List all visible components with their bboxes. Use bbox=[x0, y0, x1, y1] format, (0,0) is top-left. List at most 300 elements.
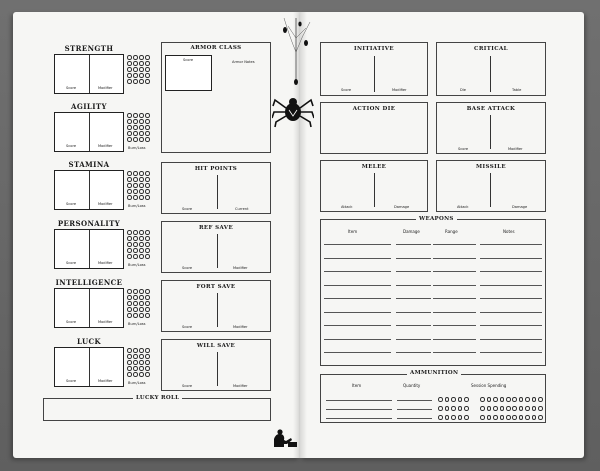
burn-circle[interactable] bbox=[127, 307, 132, 312]
ammo-circle[interactable] bbox=[512, 406, 517, 411]
missile-title: MISSILE bbox=[476, 164, 506, 170]
burn-circle[interactable] bbox=[139, 137, 144, 142]
burn-circle[interactable] bbox=[145, 248, 150, 253]
ammo-spending-tracker[interactable] bbox=[438, 406, 469, 411]
burn-circle[interactable] bbox=[139, 348, 144, 353]
ammo-entry-line[interactable] bbox=[397, 400, 432, 401]
weapon-entry-line[interactable] bbox=[433, 298, 476, 299]
burn-circle[interactable] bbox=[145, 125, 150, 130]
burn-circle[interactable] bbox=[139, 119, 144, 124]
armor-notes-label: Armor Notes bbox=[232, 60, 255, 64]
weapon-entry-line[interactable] bbox=[480, 339, 542, 340]
ammunition-col-quantity: Quantity bbox=[403, 383, 421, 388]
melee-divider bbox=[374, 173, 375, 207]
ammo-circle[interactable] bbox=[438, 397, 443, 402]
ammo-circle[interactable] bbox=[506, 406, 511, 411]
weapon-entry-line[interactable] bbox=[396, 244, 431, 245]
critical-table-label: Table bbox=[512, 88, 522, 92]
burn-circle[interactable] bbox=[145, 289, 150, 294]
ammo-circle[interactable] bbox=[500, 397, 505, 402]
burn-circle[interactable] bbox=[145, 61, 150, 66]
weapon-entry-line[interactable] bbox=[396, 339, 431, 340]
ability-divider bbox=[89, 230, 90, 268]
burn-circle[interactable] bbox=[127, 254, 132, 259]
weapon-entry-line[interactable] bbox=[433, 312, 476, 313]
melee-attack-label: Attack bbox=[341, 205, 353, 209]
burn-circle[interactable] bbox=[139, 354, 144, 359]
ammo-circle[interactable] bbox=[500, 415, 505, 420]
spider-icon bbox=[272, 92, 314, 128]
burn-loss-tracker[interactable] bbox=[127, 113, 150, 142]
ammo-circle[interactable] bbox=[525, 415, 530, 420]
ammo-circle[interactable] bbox=[438, 406, 443, 411]
ammo-entry-line[interactable] bbox=[397, 409, 432, 410]
initiative-score-label: Score bbox=[341, 88, 352, 92]
ammo-circle[interactable] bbox=[512, 397, 517, 402]
weapon-entry-line[interactable] bbox=[433, 271, 476, 272]
burn-loss-tracker[interactable] bbox=[127, 348, 150, 377]
ability-modifier-label: Modifier bbox=[98, 320, 113, 324]
ammo-circle[interactable] bbox=[445, 397, 450, 402]
ammo-spending-tracker[interactable] bbox=[480, 415, 511, 420]
burn-circle[interactable] bbox=[145, 55, 150, 60]
ability-title: INTELLIGENCE bbox=[55, 278, 123, 287]
burn-circle[interactable] bbox=[127, 348, 132, 353]
burn-circle[interactable] bbox=[139, 242, 144, 247]
burn-circle[interactable] bbox=[133, 177, 138, 182]
ammo-circle[interactable] bbox=[538, 406, 543, 411]
missile-damage-label: Damage bbox=[512, 205, 528, 209]
armor-class-score-label: Score bbox=[183, 58, 194, 62]
ammo-circle[interactable] bbox=[487, 397, 492, 402]
burn-circle[interactable] bbox=[133, 360, 138, 365]
burn-circle[interactable] bbox=[145, 73, 150, 78]
ammo-circle[interactable] bbox=[525, 406, 530, 411]
spider-thread-icon bbox=[276, 18, 316, 88]
burn-circle[interactable] bbox=[133, 137, 138, 142]
ability-modifier-label: Modifier bbox=[98, 261, 113, 265]
burn-circle[interactable] bbox=[133, 67, 138, 72]
burn-loss-tracker[interactable] bbox=[127, 230, 150, 259]
ability-title: AGILITY bbox=[71, 102, 107, 111]
burn-circle[interactable] bbox=[145, 348, 150, 353]
ability-divider bbox=[89, 171, 90, 209]
ability-score-label: Score bbox=[66, 86, 77, 90]
ammo-circle[interactable] bbox=[464, 397, 469, 402]
weapons-table bbox=[320, 219, 546, 366]
critical-title: CRITICAL bbox=[474, 46, 508, 52]
ammo-circle[interactable] bbox=[519, 406, 524, 411]
ammo-circle[interactable] bbox=[532, 406, 537, 411]
burn-circle[interactable] bbox=[139, 289, 144, 294]
burn-circle[interactable] bbox=[127, 242, 132, 247]
weapon-entry-line[interactable] bbox=[324, 325, 391, 326]
ammo-circle[interactable] bbox=[493, 415, 498, 420]
ability-divider bbox=[89, 55, 90, 93]
burn-circle[interactable] bbox=[139, 113, 144, 118]
burn-circle[interactable] bbox=[139, 236, 144, 241]
ability-title: STRENGTH bbox=[64, 44, 114, 53]
ammo-spending-tracker[interactable] bbox=[512, 406, 543, 411]
armor-class-title: ARMOR CLASS bbox=[190, 45, 242, 51]
burn-circle[interactable] bbox=[133, 254, 138, 259]
burn-circle[interactable] bbox=[145, 113, 150, 118]
burn-circle[interactable] bbox=[145, 313, 150, 318]
burn-circle[interactable] bbox=[127, 113, 132, 118]
ref-save-divider bbox=[217, 234, 218, 268]
ability-burn-label: Burn/Loss bbox=[128, 263, 146, 267]
burn-circle[interactable] bbox=[127, 301, 132, 306]
burn-circle[interactable] bbox=[127, 73, 132, 78]
ability-score-label: Score bbox=[66, 202, 77, 206]
burn-circle[interactable] bbox=[145, 236, 150, 241]
burn-circle[interactable] bbox=[133, 61, 138, 66]
burn-circle[interactable] bbox=[139, 189, 144, 194]
burn-circle[interactable] bbox=[139, 307, 144, 312]
burn-circle[interactable] bbox=[133, 119, 138, 124]
burn-circle[interactable] bbox=[139, 73, 144, 78]
ability-modifier-label: Modifier bbox=[98, 144, 113, 148]
ammo-circle[interactable] bbox=[525, 397, 530, 402]
ammo-entry-line[interactable] bbox=[326, 418, 392, 419]
base-attack-title: BASE ATTACK bbox=[466, 106, 516, 112]
ability-title: LUCK bbox=[77, 337, 101, 346]
burn-circle[interactable] bbox=[139, 67, 144, 72]
burn-circle[interactable] bbox=[127, 61, 132, 66]
burn-circle[interactable] bbox=[133, 313, 138, 318]
lucky-roll-box[interactable] bbox=[43, 398, 271, 421]
burn-circle[interactable] bbox=[139, 313, 144, 318]
burn-loss-tracker[interactable] bbox=[127, 289, 150, 318]
weapon-entry-line[interactable] bbox=[324, 339, 391, 340]
lucky-roll-title: LUCKY ROLL bbox=[133, 395, 182, 401]
ammo-circle[interactable] bbox=[506, 415, 511, 420]
weapon-entry-line[interactable] bbox=[324, 298, 391, 299]
burn-circle[interactable] bbox=[139, 195, 144, 200]
burn-circle[interactable] bbox=[145, 366, 150, 371]
ammo-entry-line[interactable] bbox=[326, 409, 392, 410]
burn-circle[interactable] bbox=[139, 295, 144, 300]
weapon-entry-line[interactable] bbox=[324, 312, 391, 313]
weapon-entry-line[interactable] bbox=[324, 244, 391, 245]
weapon-entry-line[interactable] bbox=[480, 298, 542, 299]
fort-save-modifier-label: Modifier bbox=[233, 325, 248, 329]
initiative-divider bbox=[374, 56, 375, 92]
weapon-entry-line[interactable] bbox=[480, 325, 542, 326]
ref-save-score-label: Score bbox=[182, 266, 193, 270]
ref-save-title: REF SAVE bbox=[198, 225, 234, 231]
ammo-circle[interactable] bbox=[480, 415, 485, 420]
weapon-entry-line[interactable] bbox=[396, 285, 431, 286]
ammo-spending-tracker[interactable] bbox=[480, 397, 511, 402]
ammo-circle[interactable] bbox=[451, 406, 456, 411]
burn-circle[interactable] bbox=[133, 236, 138, 241]
ammo-spending-tracker[interactable] bbox=[438, 415, 469, 420]
burn-circle[interactable] bbox=[133, 171, 138, 176]
missile-attack-label: Attack bbox=[457, 205, 469, 209]
ammo-circle[interactable] bbox=[493, 397, 498, 402]
weapon-entry-line[interactable] bbox=[480, 271, 542, 272]
burn-circle[interactable] bbox=[127, 79, 132, 84]
weapons-col-notes: Notes bbox=[503, 229, 515, 234]
burn-loss-tracker[interactable] bbox=[127, 171, 150, 200]
burn-circle[interactable] bbox=[139, 171, 144, 176]
burn-circle[interactable] bbox=[139, 301, 144, 306]
burn-circle[interactable] bbox=[133, 131, 138, 136]
weapon-entry-line[interactable] bbox=[433, 244, 476, 245]
ammo-circle[interactable] bbox=[532, 397, 537, 402]
weapon-entry-line[interactable] bbox=[433, 285, 476, 286]
burn-circle[interactable] bbox=[133, 195, 138, 200]
burn-circle[interactable] bbox=[139, 183, 144, 188]
burn-circle[interactable] bbox=[127, 360, 132, 365]
ammo-spending-tracker[interactable] bbox=[512, 397, 543, 402]
will-save-modifier-label: Modifier bbox=[233, 384, 248, 388]
burn-circle[interactable] bbox=[127, 55, 132, 60]
critical-die-label: Die bbox=[460, 88, 466, 92]
weapon-entry-line[interactable] bbox=[396, 352, 431, 353]
will-save-title: WILL SAVE bbox=[196, 343, 236, 349]
burn-circle[interactable] bbox=[133, 289, 138, 294]
fort-save-divider bbox=[217, 293, 218, 327]
burn-circle[interactable] bbox=[133, 248, 138, 253]
ammo-circle[interactable] bbox=[464, 415, 469, 420]
weapon-entry-line[interactable] bbox=[396, 325, 431, 326]
burn-circle[interactable] bbox=[133, 301, 138, 306]
burn-circle[interactable] bbox=[133, 354, 138, 359]
ammo-circle[interactable] bbox=[480, 397, 485, 402]
ability-title: STAMINA bbox=[68, 160, 110, 169]
burn-circle[interactable] bbox=[133, 230, 138, 235]
ability-score-label: Score bbox=[66, 320, 77, 324]
burn-circle[interactable] bbox=[127, 313, 132, 318]
ammo-circle[interactable] bbox=[538, 415, 543, 420]
base-attack-modifier-label: Modifier bbox=[508, 147, 523, 151]
burn-loss-tracker[interactable] bbox=[127, 55, 150, 84]
burn-circle[interactable] bbox=[127, 295, 132, 300]
ammo-circle[interactable] bbox=[451, 397, 456, 402]
burn-circle[interactable] bbox=[127, 131, 132, 136]
ammo-entry-line[interactable] bbox=[397, 418, 432, 419]
ammo-circle[interactable] bbox=[445, 415, 450, 420]
burn-circle[interactable] bbox=[145, 183, 150, 188]
weapon-entry-line[interactable] bbox=[324, 258, 391, 259]
ammunition-col-item: Item bbox=[352, 383, 362, 388]
base-attack-divider bbox=[490, 115, 491, 149]
burn-circle[interactable] bbox=[139, 360, 144, 365]
burn-circle[interactable] bbox=[127, 67, 132, 72]
ability-score-label: Score bbox=[66, 261, 77, 265]
ability-score-label: Score bbox=[66, 144, 77, 148]
hit-points-score-label: Score bbox=[182, 207, 193, 211]
ability-divider bbox=[89, 289, 90, 327]
ammo-circle[interactable] bbox=[458, 406, 463, 411]
burn-circle[interactable] bbox=[133, 242, 138, 247]
scribe-silhouette-icon bbox=[272, 429, 298, 447]
weapons-col-range: Range bbox=[445, 229, 458, 234]
burn-circle[interactable] bbox=[139, 248, 144, 253]
ammo-circle[interactable] bbox=[458, 397, 463, 402]
burn-circle[interactable] bbox=[145, 230, 150, 235]
burn-circle[interactable] bbox=[133, 79, 138, 84]
weapon-entry-line[interactable] bbox=[324, 352, 391, 353]
burn-circle[interactable] bbox=[127, 372, 132, 377]
burn-circle[interactable] bbox=[145, 360, 150, 365]
ammo-circle[interactable] bbox=[438, 415, 443, 420]
burn-circle[interactable] bbox=[133, 372, 138, 377]
burn-circle[interactable] bbox=[145, 195, 150, 200]
burn-circle[interactable] bbox=[133, 307, 138, 312]
ammunition-col-session: Session Spending bbox=[471, 383, 507, 388]
ammo-circle[interactable] bbox=[493, 406, 498, 411]
burn-circle[interactable] bbox=[145, 307, 150, 312]
burn-circle[interactable] bbox=[145, 171, 150, 176]
burn-circle[interactable] bbox=[145, 354, 150, 359]
burn-circle[interactable] bbox=[127, 125, 132, 130]
weapon-entry-line[interactable] bbox=[433, 352, 476, 353]
burn-circle[interactable] bbox=[145, 301, 150, 306]
weapon-entry-line[interactable] bbox=[480, 285, 542, 286]
weapon-entry-line[interactable] bbox=[396, 271, 431, 272]
ability-burn-label: Burn/Loss bbox=[128, 322, 146, 326]
ammo-circle[interactable] bbox=[519, 415, 524, 420]
burn-circle[interactable] bbox=[139, 131, 144, 136]
hit-points-current-label: Current bbox=[235, 207, 249, 211]
burn-circle[interactable] bbox=[133, 348, 138, 353]
burn-circle[interactable] bbox=[145, 79, 150, 84]
burn-circle[interactable] bbox=[145, 372, 150, 377]
ammo-circle[interactable] bbox=[538, 397, 543, 402]
ammo-circle[interactable] bbox=[464, 406, 469, 411]
burn-circle[interactable] bbox=[133, 366, 138, 371]
weapon-entry-line[interactable] bbox=[433, 325, 476, 326]
missile-divider bbox=[490, 173, 491, 207]
burn-circle[interactable] bbox=[127, 137, 132, 142]
burn-circle[interactable] bbox=[127, 366, 132, 371]
burn-circle[interactable] bbox=[127, 183, 132, 188]
burn-circle[interactable] bbox=[145, 131, 150, 136]
ammo-circle[interactable] bbox=[480, 406, 485, 411]
critical-divider bbox=[490, 56, 491, 92]
burn-circle[interactable] bbox=[127, 195, 132, 200]
burn-circle[interactable] bbox=[133, 113, 138, 118]
weapon-entry-line[interactable] bbox=[480, 244, 542, 245]
burn-circle[interactable] bbox=[139, 366, 144, 371]
burn-circle[interactable] bbox=[133, 295, 138, 300]
burn-circle[interactable] bbox=[139, 61, 144, 66]
ability-burn-label: Burn/Loss bbox=[128, 204, 146, 208]
burn-circle[interactable] bbox=[145, 242, 150, 247]
weapon-entry-line[interactable] bbox=[480, 312, 542, 313]
burn-circle[interactable] bbox=[127, 177, 132, 182]
weapon-entry-line[interactable] bbox=[433, 339, 476, 340]
will-save-score-label: Score bbox=[182, 384, 193, 388]
burn-circle[interactable] bbox=[139, 177, 144, 182]
initiative-modifier-label: Modifier bbox=[392, 88, 407, 92]
hit-points-divider bbox=[217, 175, 218, 209]
burn-circle[interactable] bbox=[139, 79, 144, 84]
hit-points-title: HIT POINTS bbox=[194, 166, 238, 172]
ammo-circle[interactable] bbox=[512, 415, 517, 420]
burn-circle[interactable] bbox=[133, 125, 138, 130]
weapons-title: WEAPONS bbox=[416, 216, 457, 222]
weapon-entry-line[interactable] bbox=[324, 271, 391, 272]
burn-circle[interactable] bbox=[145, 67, 150, 72]
ability-modifier-label: Modifier bbox=[98, 379, 113, 383]
weapon-entry-line[interactable] bbox=[480, 352, 542, 353]
burn-circle[interactable] bbox=[139, 372, 144, 377]
weapons-col-damage: Damage bbox=[403, 229, 420, 234]
ammo-circle[interactable] bbox=[451, 415, 456, 420]
ability-burn-label: Burn/Loss bbox=[128, 381, 146, 385]
ammo-circle[interactable] bbox=[532, 415, 537, 420]
burn-circle[interactable] bbox=[133, 73, 138, 78]
ammo-spending-tracker[interactable] bbox=[438, 397, 469, 402]
ammo-circle[interactable] bbox=[458, 415, 463, 420]
weapon-entry-line[interactable] bbox=[324, 285, 391, 286]
fort-save-score-label: Score bbox=[182, 325, 193, 329]
will-save-divider bbox=[217, 352, 218, 386]
ammo-circle[interactable] bbox=[500, 406, 505, 411]
ability-divider bbox=[89, 348, 90, 386]
burn-circle[interactable] bbox=[145, 119, 150, 124]
ability-divider bbox=[89, 113, 90, 151]
weapon-entry-line[interactable] bbox=[396, 312, 431, 313]
ammunition-title: AMMUNITION bbox=[407, 370, 461, 376]
ammo-circle[interactable] bbox=[487, 415, 492, 420]
weapon-entry-line[interactable] bbox=[396, 298, 431, 299]
burn-circle[interactable] bbox=[127, 248, 132, 253]
burn-circle[interactable] bbox=[139, 254, 144, 259]
burn-circle[interactable] bbox=[145, 177, 150, 182]
weapon-entry-line[interactable] bbox=[480, 258, 542, 259]
burn-circle[interactable] bbox=[139, 125, 144, 130]
burn-circle[interactable] bbox=[139, 230, 144, 235]
ammo-circle[interactable] bbox=[506, 397, 511, 402]
ammo-circle[interactable] bbox=[519, 397, 524, 402]
ammo-spending-tracker[interactable] bbox=[480, 406, 511, 411]
burn-circle[interactable] bbox=[127, 230, 132, 235]
burn-circle[interactable] bbox=[133, 183, 138, 188]
ammo-circle[interactable] bbox=[445, 406, 450, 411]
ref-save-modifier-label: Modifier bbox=[233, 266, 248, 270]
ability-title: PERSONALITY bbox=[57, 219, 121, 228]
burn-circle[interactable] bbox=[127, 171, 132, 176]
ammo-entry-line[interactable] bbox=[326, 400, 392, 401]
melee-title: MELEE bbox=[361, 164, 387, 170]
burn-circle[interactable] bbox=[145, 254, 150, 259]
burn-circle[interactable] bbox=[127, 236, 132, 241]
burn-circle[interactable] bbox=[133, 189, 138, 194]
burn-circle[interactable] bbox=[127, 354, 132, 359]
burn-circle[interactable] bbox=[127, 119, 132, 124]
weapon-entry-line[interactable] bbox=[396, 258, 431, 259]
burn-circle[interactable] bbox=[133, 55, 138, 60]
burn-circle[interactable] bbox=[139, 55, 144, 60]
base-attack-score-label: Score bbox=[458, 147, 469, 151]
ability-burn-label: Burn/Loss bbox=[128, 146, 146, 150]
burn-circle[interactable] bbox=[127, 189, 132, 194]
burn-circle[interactable] bbox=[127, 289, 132, 294]
weapons-col-item: Item bbox=[348, 229, 358, 234]
burn-circle[interactable] bbox=[145, 295, 150, 300]
burn-circle[interactable] bbox=[145, 189, 150, 194]
burn-circle[interactable] bbox=[145, 137, 150, 142]
fort-save-title: FORT SAVE bbox=[196, 284, 236, 290]
ammo-circle[interactable] bbox=[487, 406, 492, 411]
weapon-entry-line[interactable] bbox=[433, 258, 476, 259]
ammo-spending-tracker[interactable] bbox=[512, 415, 543, 420]
